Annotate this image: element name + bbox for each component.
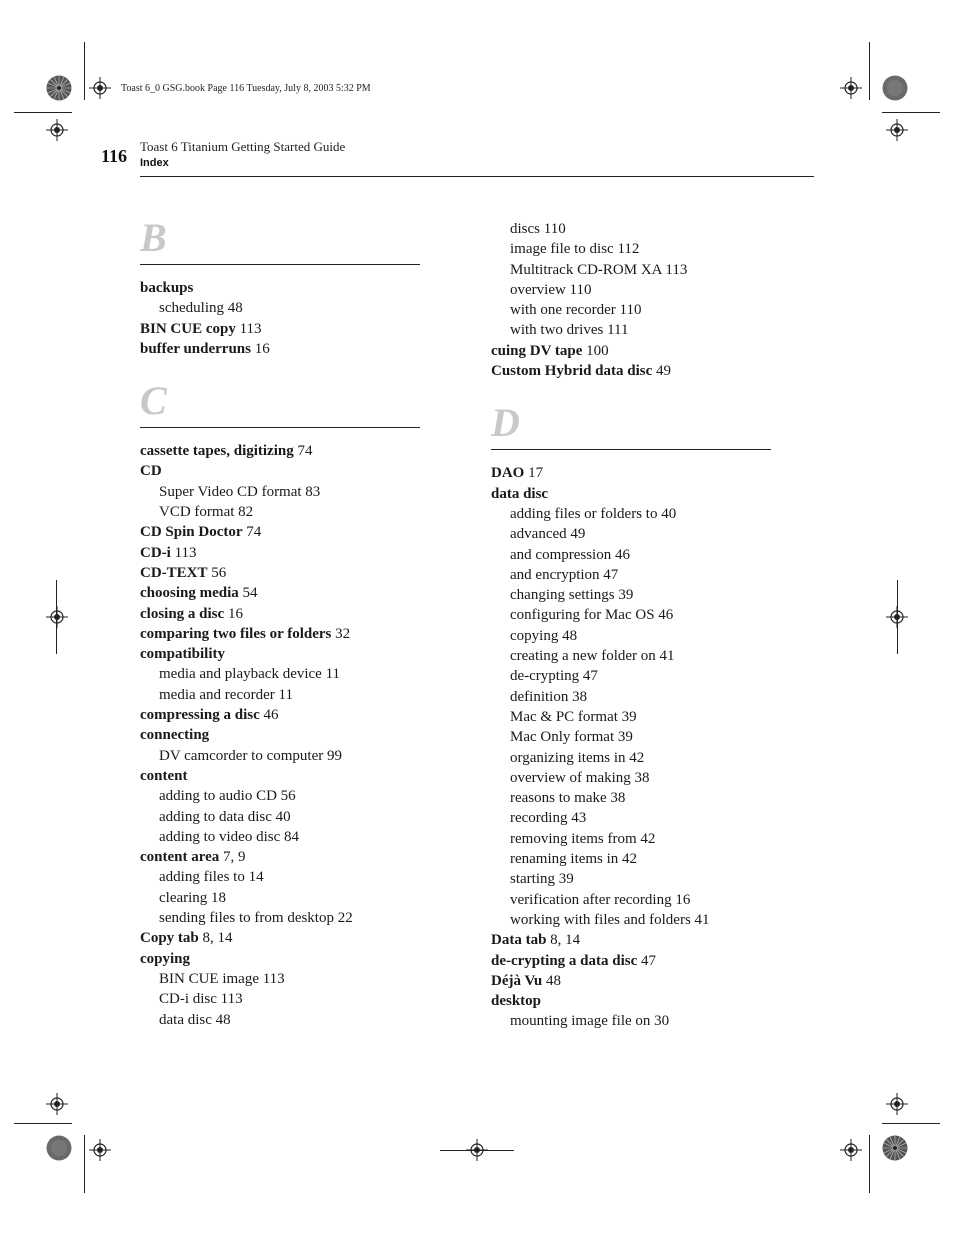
index-page-ref: 8, 14 — [546, 932, 581, 949]
index-page-ref: 74 — [293, 443, 313, 460]
section-rule — [140, 427, 420, 428]
index-subentry: image file to disc 112 — [510, 241, 640, 258]
index-entry — [491, 930, 781, 950]
index-subentry: removing items from 42 — [510, 830, 656, 847]
index-entry — [140, 543, 430, 563]
index-column-left — [140, 214, 430, 1030]
index-page-ref: 17 — [524, 465, 544, 482]
index-column-right — [491, 219, 781, 1032]
header-title: Toast 6 Titanium Getting Started Guide — [140, 139, 346, 154]
index-subentry: with two drives 111 — [510, 322, 629, 339]
index-entry — [140, 583, 430, 603]
index-page-ref: 113 — [235, 320, 262, 337]
index-entry — [140, 319, 430, 339]
registration-mark-icon — [886, 606, 908, 628]
index-subentry: and compression 46 — [510, 546, 630, 563]
index-subentry: renaming items in 42 — [510, 851, 638, 868]
index-subentry: adding files or folders to 40 — [510, 505, 677, 522]
index-entry — [140, 644, 430, 664]
index-subentry: recording 43 — [510, 810, 587, 827]
section-rule — [140, 264, 420, 265]
index-subentry: Multitrack CD-ROM XA 113 — [510, 261, 688, 278]
index-subentry: VCD format 82 — [159, 504, 254, 521]
index-page-ref: 49 — [652, 363, 672, 380]
index-subentry: configuring for Mac OS 46 — [510, 607, 674, 624]
index-term: copying — [140, 950, 191, 967]
header-section: Index — [140, 157, 169, 169]
index-entry — [140, 624, 430, 644]
registration-mark-icon — [886, 1093, 908, 1115]
index-subentry: overview 110 — [510, 281, 592, 298]
index-term: CD Spin Doctor — [140, 524, 243, 541]
registration-mark-icon — [886, 119, 908, 141]
index-term: compatibility — [140, 646, 225, 663]
index-subentry: adding files to 14 — [159, 869, 264, 886]
registration-mark-icon — [46, 1093, 68, 1115]
registration-mark-icon — [466, 1139, 488, 1161]
index-term: Copy tab — [140, 930, 199, 947]
section-letter: D — [491, 400, 520, 446]
section-letter: C — [140, 378, 167, 424]
letter-section-b — [140, 214, 430, 359]
index-term: content area — [140, 849, 220, 866]
index-page-ref: 16 — [251, 340, 270, 357]
starburst-target-icon — [46, 75, 72, 101]
registration-mark-icon — [46, 606, 68, 628]
index-entry — [140, 949, 430, 969]
index-subentry: starting 39 — [510, 871, 574, 888]
index-entry — [140, 766, 430, 786]
starburst-target-icon — [882, 1135, 908, 1161]
index-subentry: changing settings 39 — [510, 587, 634, 604]
index-page-ref: 16 — [224, 605, 243, 622]
index-term: cassette tapes, digitizing — [140, 443, 294, 460]
index-entry — [140, 847, 430, 867]
index-subentry: Mac & PC format 39 — [510, 708, 637, 725]
page-number: 116 — [101, 146, 128, 166]
index-subentry: with one recorder 110 — [510, 302, 642, 319]
section-letter: B — [140, 215, 167, 260]
index-entry — [491, 484, 781, 504]
index-subentry: mounting image file on 30 — [510, 1013, 670, 1030]
index-term: data disc — [491, 485, 549, 502]
index-subentry: overview of making 38 — [510, 769, 650, 786]
index-subentry: CD-i disc 113 — [159, 991, 243, 1008]
index-term: desktop — [491, 993, 542, 1010]
index-subentry: data disc 48 — [159, 1011, 231, 1028]
index-term: content — [140, 767, 188, 784]
index-subentry: creating a new folder on 41 — [510, 648, 675, 665]
index-entries — [140, 278, 430, 359]
letter-section-d — [491, 399, 781, 1031]
index-subentry: and encryption 47 — [510, 566, 619, 583]
index-term: CD-i — [140, 544, 171, 561]
grey-target-icon — [46, 1135, 72, 1161]
print-slug: Toast 6_0 GSG.book Page 116 Tuesday, July 8, 2003 5:32 PM — [121, 83, 371, 94]
index-subentry: discs 110 — [510, 221, 566, 237]
index-subentry: sending files to from desktop 22 — [159, 910, 353, 927]
index-subentry: verification after recording 16 — [510, 891, 691, 908]
index-term: choosing media — [140, 585, 239, 602]
index-entry — [491, 341, 781, 361]
index-page-ref: 113 — [170, 544, 197, 561]
index-subentry: advanced 49 — [510, 526, 586, 543]
index-term: comparing two files or folders — [140, 625, 332, 642]
index-subentry: de-crypting 47 — [510, 668, 598, 685]
registration-mark-icon — [89, 77, 111, 99]
index-subentry: copying 48 — [510, 627, 578, 644]
index-term: DAO — [491, 465, 525, 482]
index-entry — [140, 339, 430, 359]
index-subentry: Super Video CD format 83 — [159, 483, 321, 500]
index-page-ref: 54 — [238, 585, 258, 602]
index-entry — [140, 705, 430, 725]
index-term: CD — [140, 463, 162, 480]
registration-mark-icon — [89, 1139, 111, 1161]
index-page-ref: 47 — [637, 952, 656, 969]
index-entry — [140, 604, 430, 624]
index-entry — [140, 725, 430, 745]
index-term: CD-TEXT — [140, 564, 208, 581]
index-term: Déjà Vu — [491, 972, 543, 989]
index-subentry: BIN CUE image 113 — [159, 970, 285, 987]
index-page-ref: 74 — [242, 524, 262, 541]
index-entry — [491, 971, 781, 991]
index-subentry: clearing 18 — [159, 889, 227, 906]
section-rule — [491, 449, 771, 450]
index-term: backups — [140, 280, 194, 296]
index-subentry: adding to data disc 40 — [159, 808, 291, 825]
registration-mark-icon — [840, 1139, 862, 1161]
index-entry — [140, 441, 430, 461]
index-term: Data tab — [491, 932, 547, 949]
index-entry — [140, 522, 430, 542]
grey-target-icon — [882, 75, 908, 101]
index-term: cuing DV tape — [491, 342, 583, 359]
index-term: closing a disc — [140, 605, 225, 622]
index-page-ref: 100 — [582, 342, 609, 359]
index-subentry: working with files and folders 41 — [510, 911, 710, 928]
index-subentry: reasons to make 38 — [510, 790, 626, 807]
index-entry — [491, 463, 781, 483]
index-term: connecting — [140, 727, 210, 744]
index-entry — [140, 278, 430, 298]
index-entry — [491, 991, 781, 1011]
index-term: buffer underruns — [140, 340, 251, 357]
index-entries — [491, 463, 781, 1031]
index-subentry: adding to audio CD 56 — [159, 788, 296, 805]
index-entry — [140, 563, 430, 583]
index-entry — [491, 951, 781, 971]
header-rule — [140, 176, 814, 177]
registration-mark-icon — [46, 119, 68, 141]
index-subentry: Mac Only format 39 — [510, 729, 633, 746]
index-page-ref: 32 — [331, 625, 351, 642]
index-page-ref: 8, 14 — [198, 930, 233, 947]
index-subentry: media and playback device 11 — [159, 666, 341, 683]
index-entry — [491, 361, 781, 381]
index-entries — [140, 441, 430, 1030]
index-entry — [140, 928, 430, 948]
registration-mark-icon — [840, 77, 862, 99]
index-term: de-crypting a data disc — [491, 952, 638, 969]
index-page-ref: 46 — [259, 707, 279, 724]
index-subentry: media and recorder 11 — [159, 686, 293, 703]
index-entry — [140, 461, 430, 481]
index-subentry: scheduling 48 — [159, 300, 243, 317]
index-term: compressing a disc — [140, 707, 260, 724]
index-subentry: DV camcorder to computer 99 — [159, 747, 342, 764]
letter-section-c — [140, 377, 430, 1030]
index-entries-continued — [491, 219, 781, 381]
index-subentry: definition 38 — [510, 688, 588, 705]
index-subentry: adding to video disc 84 — [159, 828, 299, 845]
index-page-ref: 56 — [207, 564, 227, 581]
index-term: BIN CUE copy — [140, 320, 236, 337]
index-subentry: organizing items in 42 — [510, 749, 645, 766]
index-term: Custom Hybrid data disc — [491, 363, 653, 380]
index-page-ref: 48 — [542, 972, 562, 989]
index-page-ref: 7, 9 — [219, 849, 246, 866]
